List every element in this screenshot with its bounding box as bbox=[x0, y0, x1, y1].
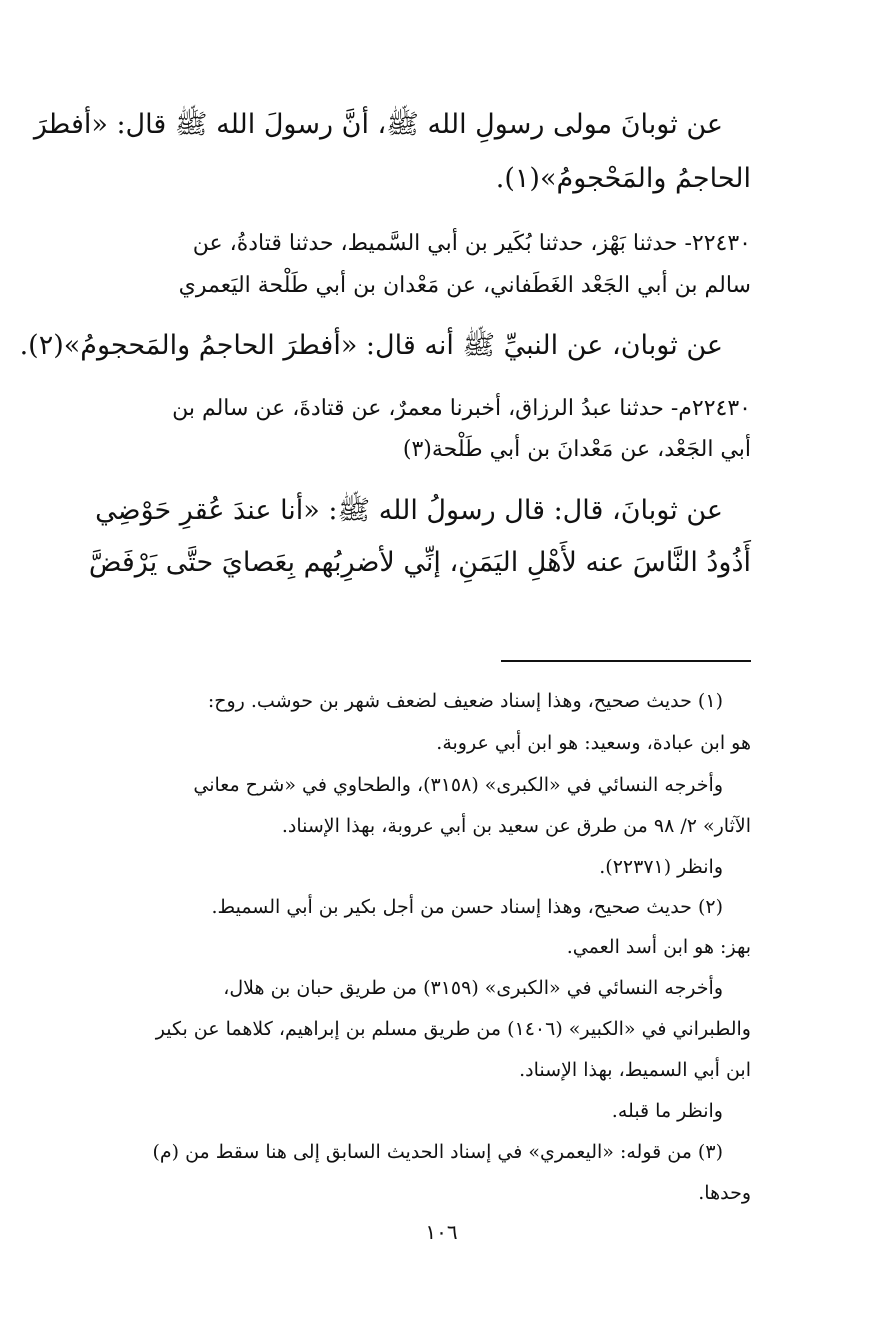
footnote-line: وحدها. bbox=[698, 1182, 751, 1204]
text-line: الحاجمُ والمَحْجومُ»(١). bbox=[495, 163, 751, 194]
text-line: أَذُودُ النَّاسَ عنه لأَهْلِ اليَمَنِ، إنِّي لأضرِبُهم بِعَصايَ حتَّى يَرْفَضَّ bbox=[88, 547, 751, 578]
footnote-line: ابن أبي السميط، بهذا الإسناد. bbox=[519, 1059, 751, 1081]
text-line: ٢٢٤٣٠- حدثنا بَهْز، حدثنا بُكَير بن أبي السَّميط، حدثنا قتادةُ، عن bbox=[192, 231, 751, 256]
footnote-line: (٢) حديث صحيح، وهذا إسناد حسن من أجل بكير بن أبي السميط. bbox=[211, 896, 723, 918]
footnote-line: والطبراني في «الكبير» (١٤٠٦) من طريق مسلم بن إبراهيم، كلاهما عن بكير bbox=[155, 1018, 751, 1040]
text-line: أبي الجَعْد، عن مَعْدانَ بن أبي طَلْحة(٣) bbox=[402, 437, 751, 462]
text-line: ٢٢٤٣٠م- حدثنا عبدُ الرزاق، أخبرنا معمرٌ، عن قتادةَ، عن سالم بن bbox=[172, 396, 751, 421]
footnote-line: الآثار» ٢/ ٩٨ من طرق عن سعيد بن أبي عروبة، بهذا الإسناد. bbox=[281, 815, 751, 837]
footnote-line: وأخرجه النسائي في «الكبرى» (٣١٥٨)، والطحاوي في «شرح معاني bbox=[193, 774, 723, 796]
footnote-line: وانظر ما قبله. bbox=[611, 1100, 723, 1122]
footnote-line: وأخرجه النسائي في «الكبرى» (٣١٥٩) من طريق حبان بن هلال، bbox=[223, 977, 723, 999]
footnote-separator bbox=[501, 660, 751, 662]
footnote-line: بهز: هو ابن أسد العمي. bbox=[566, 936, 751, 958]
page-number: ١٠٦ bbox=[425, 1220, 458, 1244]
footnote-line: (٣) من قوله: «اليعمري» في إسناد الحديث السابق إلى هنا سقط من (م) bbox=[152, 1141, 723, 1163]
footnote-line: هو ابن عبادة، وسعيد: هو ابن أبي عروبة. bbox=[436, 732, 751, 754]
text-line: عن ثوبانَ مولى رسولِ الله ﷺ، أنَّ رسولَ الله ﷺ قال: «أفطرَ bbox=[33, 109, 723, 140]
text-line: عن ثوبانَ، قال: قال رسولُ الله ﷺ: «أنا عندَ عُقرِ حَوْضِي bbox=[95, 495, 723, 526]
text-line: سالم بن أبي الجَعْد الغَطَفاني، عن مَعْدان بن أبي طَلْحة اليَعمري bbox=[178, 273, 751, 298]
footnote-line: وانظر (٢٢٣٧١). bbox=[599, 856, 723, 878]
footnote-line: (١) حديث صحيح، وهذا إسناد ضعيف لضعف شهر بن حوشب. روح: bbox=[207, 690, 723, 712]
text-line: عن ثوبان، عن النبيِّ ﷺ أنه قال: «أفطرَ الحاجمُ والمَحجومُ»(٢). bbox=[19, 330, 723, 361]
